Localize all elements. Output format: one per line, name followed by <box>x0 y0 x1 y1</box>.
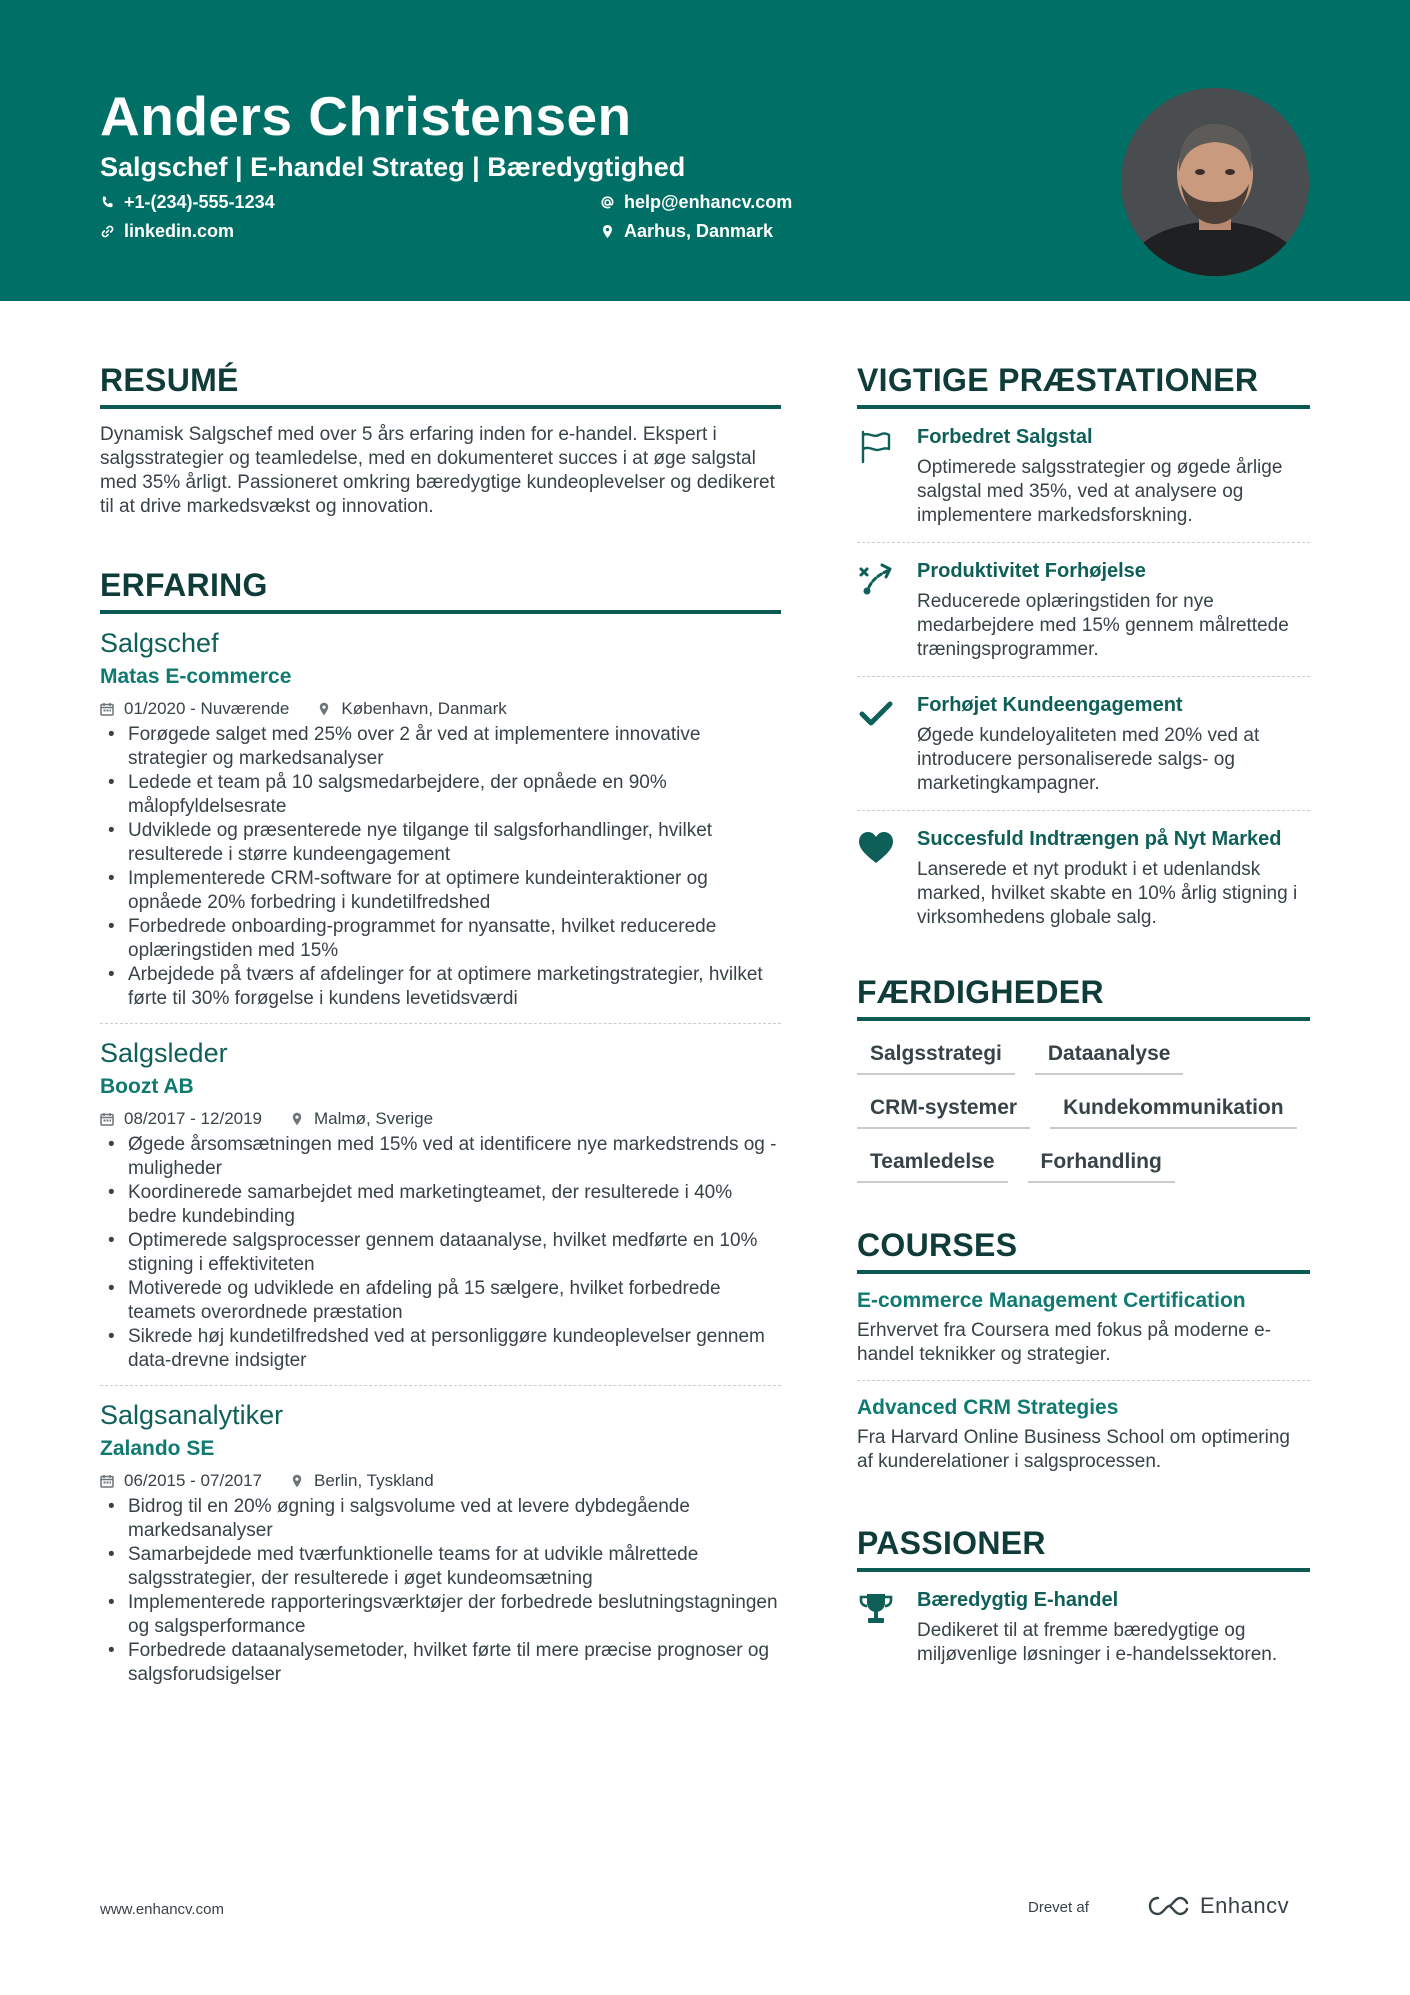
experience-heading: ERFARING <box>100 567 781 614</box>
contact-location <box>600 221 773 242</box>
location-text: Aarhus, Danmark <box>624 221 774 241</box>
skills-heading: FÆRDIGHEDER <box>857 974 1310 1021</box>
job-company: Matas E-commerce <box>100 665 292 688</box>
location-pin-icon <box>317 702 331 716</box>
course-title: Advanced CRM Strategies <box>857 1396 1119 1419</box>
skill-tag: Teamledelse <box>857 1150 1008 1183</box>
course-title: E-commerce Management Certification <box>857 1289 1246 1312</box>
achievement-title: Forhøjet Kundeengagement <box>917 694 1183 716</box>
achievements-heading: VIGTIGE PRÆSTATIONER <box>857 362 1310 409</box>
achievement-desc: Reducerede oplæringstiden for nye medarbejdere med 15% gennem målrettede træningsprogrammer. <box>917 591 1289 660</box>
job-bullet: • Samarbejdede med tværfunktionelle teams for at udvikle målrettede salgsstrategier, der resulterede i øget kundeomsætning <box>100 1543 781 1591</box>
job-location <box>290 1471 434 1491</box>
job-dates: 08/2017 - 12/2019 <box>124 1109 263 1128</box>
footer-powered-by: Drevet af <box>1028 1899 1089 1916</box>
calendar-icon <box>100 1474 114 1488</box>
job-dates: 06/2015 - 07/2017 <box>124 1471 263 1490</box>
job-location <box>317 699 506 719</box>
courses-heading: COURSES <box>857 1227 1310 1274</box>
footer-logo[interactable] <box>1146 1893 1289 1919</box>
job-bullet: • Øgede årsomsætningen med 15% ved at identificere nye markedstrends og -muligheder <box>100 1133 781 1181</box>
footer-url[interactable]: www.enhancv.com <box>100 1901 224 1918</box>
job-bullet: • Implementerede rapporteringsværktøjer der forbedrede beslutningstagningen og salgsperformance <box>100 1591 781 1639</box>
job-location-text: Berlin, Tyskland <box>314 1471 434 1490</box>
achievement-item <box>857 409 1310 543</box>
calendar-icon <box>100 1112 114 1126</box>
job-bullets <box>100 1133 781 1373</box>
check-icon <box>857 695 895 733</box>
course-item <box>857 1381 1310 1487</box>
header-banner <box>0 0 1410 301</box>
job-bullet: • Arbejdede på tværs af afdelinger for at optimere marketingstrategier, hvilket førte til 30% forøgelse i kundens levetidsværdi <box>100 963 781 1011</box>
job-bullet: • Implementerede CRM-software for at optimere kundeinteraktioner og opnåede 20% forbedring i kundetilfredshed <box>100 867 781 915</box>
person-photo-icon <box>1121 88 1309 276</box>
job-title: Salgsanalytiker <box>100 1400 284 1430</box>
phone-icon <box>100 195 115 210</box>
candidate-name: Anders Christensen <box>100 85 632 147</box>
experience-entry <box>100 1038 781 1386</box>
route-icon <box>857 561 895 599</box>
profile-photo <box>1121 88 1309 276</box>
job-location-text: Malmø, Sverige <box>314 1109 434 1128</box>
job-bullet: • Udviklede og præsenterede nye tilgange til salgsforhandlinger, hvilket resulterede i større kundeengagement <box>100 819 781 867</box>
passions-heading: PASSIONER <box>857 1525 1310 1572</box>
achievement-title: Succesfuld Indtrængen på Nyt Marked <box>917 828 1282 850</box>
contact-linkedin[interactable] <box>100 221 234 242</box>
achievement-title: Produktivitet Forhøjelse <box>917 560 1146 582</box>
passion-desc: Dedikeret til at fremme bæredygtige og miljøvenlige løsninger i e-handelssektoren. <box>917 1620 1278 1665</box>
footer-brand: Enhancv <box>1200 1893 1290 1918</box>
skill-tag: Forhandling <box>1028 1150 1175 1183</box>
at-icon <box>600 195 615 210</box>
calendar-icon <box>100 702 114 716</box>
right-column <box>857 362 1310 1681</box>
experience-entry <box>100 628 781 1024</box>
job-bullets <box>100 723 781 1011</box>
job-bullet: • Optimerede salgsprocesser gennem dataanalyse, hvilket medførte en 10% stigning i effektiviteten <box>100 1229 781 1277</box>
job-company: Zalando SE <box>100 1437 215 1460</box>
job-meta <box>100 699 781 719</box>
job-bullet: • Forøgede salget med 25% over 2 år ved at implementere innovative strategier og markedsanalyser <box>100 723 781 771</box>
skill-tag: Kundekommunikation <box>1050 1096 1297 1129</box>
skill-tag: CRM-systemer <box>857 1096 1030 1129</box>
passion-title: Bæredygtig E-handel <box>917 1589 1119 1611</box>
job-company: Boozt AB <box>100 1075 194 1098</box>
achievement-item <box>857 811 1310 944</box>
job-bullet: • Forbedrede dataanalysemetoder, hvilket førte til mere præcise prognoser og salgsforudsigelser <box>100 1639 781 1687</box>
achievement-title: Forbedret Salgstal <box>917 426 1093 448</box>
course-item <box>857 1274 1310 1381</box>
job-location-text: København, Danmark <box>341 699 507 718</box>
job-bullet: • Sikrede høj kundetilfredshed ved at personliggøre kundeoplevelser gennem data-drevne indsigter <box>100 1325 781 1373</box>
job-location <box>290 1109 433 1129</box>
job-bullet: • Koordinerede samarbejdet med marketingteamet, der resulterede i 40% bedre kundebinding <box>100 1181 781 1229</box>
skill-tag: Salgsstrategi <box>857 1042 1015 1075</box>
location-pin-icon <box>290 1112 304 1126</box>
summary-heading: RESUMÉ <box>100 362 781 409</box>
link-icon <box>100 224 115 239</box>
trophy-icon <box>857 1590 895 1628</box>
location-pin-icon <box>600 224 615 239</box>
achievement-desc: Øgede kundeloyaliteten med 20% ved at introducere personaliserede salgs- og marketingkampagner. <box>917 725 1260 794</box>
skills-list <box>857 1042 1310 1183</box>
job-title: Salgsleder <box>100 1038 228 1068</box>
course-desc: Fra Harvard Online Business School om optimering af kunderelationer i salgsprocessen. <box>857 1427 1290 1472</box>
job-title: Salgschef <box>100 628 219 658</box>
phone-text: +1-(234)-555-1234 <box>124 192 275 212</box>
skill-tag: Dataanalyse <box>1035 1042 1184 1075</box>
linkedin-text: linkedin.com <box>124 221 235 241</box>
job-bullet: • Bidrog til en 20% øgning i salgsvolume ved at levere dybdegående markedsanalyser <box>100 1495 781 1543</box>
achievement-item <box>857 543 1310 677</box>
achievement-desc: Optimerede salgsstrategier og øgede årlige salgstal med 35%, ved at analysere og implementere markedsforskning. <box>917 457 1283 526</box>
heart-icon <box>857 829 895 867</box>
job-bullets <box>100 1495 781 1687</box>
job-meta <box>100 1471 781 1491</box>
course-desc: Erhvervet fra Coursera med fokus på moderne e-handel teknikker og strategier. <box>857 1320 1271 1365</box>
job-bullet: • Ledede et team på 10 salgsmedarbejdere, der opnåede en 90% målopfyldelsesrate <box>100 771 781 819</box>
job-bullet: • Forbedrede onboarding-programmet for nyansatte, hvilket reducerede oplæringstiden med 15% <box>100 915 781 963</box>
achievement-desc: Lanserede et nyt produkt i et udenlandsk marked, hvilket skabte en 10% årlig stigning i virksomhedens globale salg. <box>917 859 1298 928</box>
location-pin-icon <box>290 1474 304 1488</box>
contact-email[interactable] <box>600 192 792 213</box>
contact-phone[interactable] <box>100 192 275 213</box>
candidate-subtitle: Salgschef | E-handel Strateg | Bæredygtighed <box>100 152 686 182</box>
flag-icon <box>857 427 895 465</box>
job-bullet: • Motiverede og udviklede en afdeling på 15 sælgere, hvilket forbedrede teamets overordnede præstation <box>100 1277 781 1325</box>
job-dates: 01/2020 - Nuværende <box>124 699 290 718</box>
passion-item <box>857 1572 1310 1681</box>
job-meta <box>100 1109 781 1129</box>
achievement-item <box>857 677 1310 811</box>
left-column <box>100 362 781 1699</box>
email-text: help@enhancv.com <box>624 192 793 212</box>
enhancv-logo-icon <box>1146 1894 1192 1918</box>
summary-text: Dynamisk Salgschef med over 5 års erfaring inden for e-handel. Ekspert i salgsstrategier og teamledelse, med en dokumenteret succes i at øge salgstal med 35% årligt. Passioneret omkring bæredygtige kundeoplevelser og dedikeret til at drive markedsvækst og innovation. <box>100 424 775 517</box>
experience-entry <box>100 1400 781 1699</box>
